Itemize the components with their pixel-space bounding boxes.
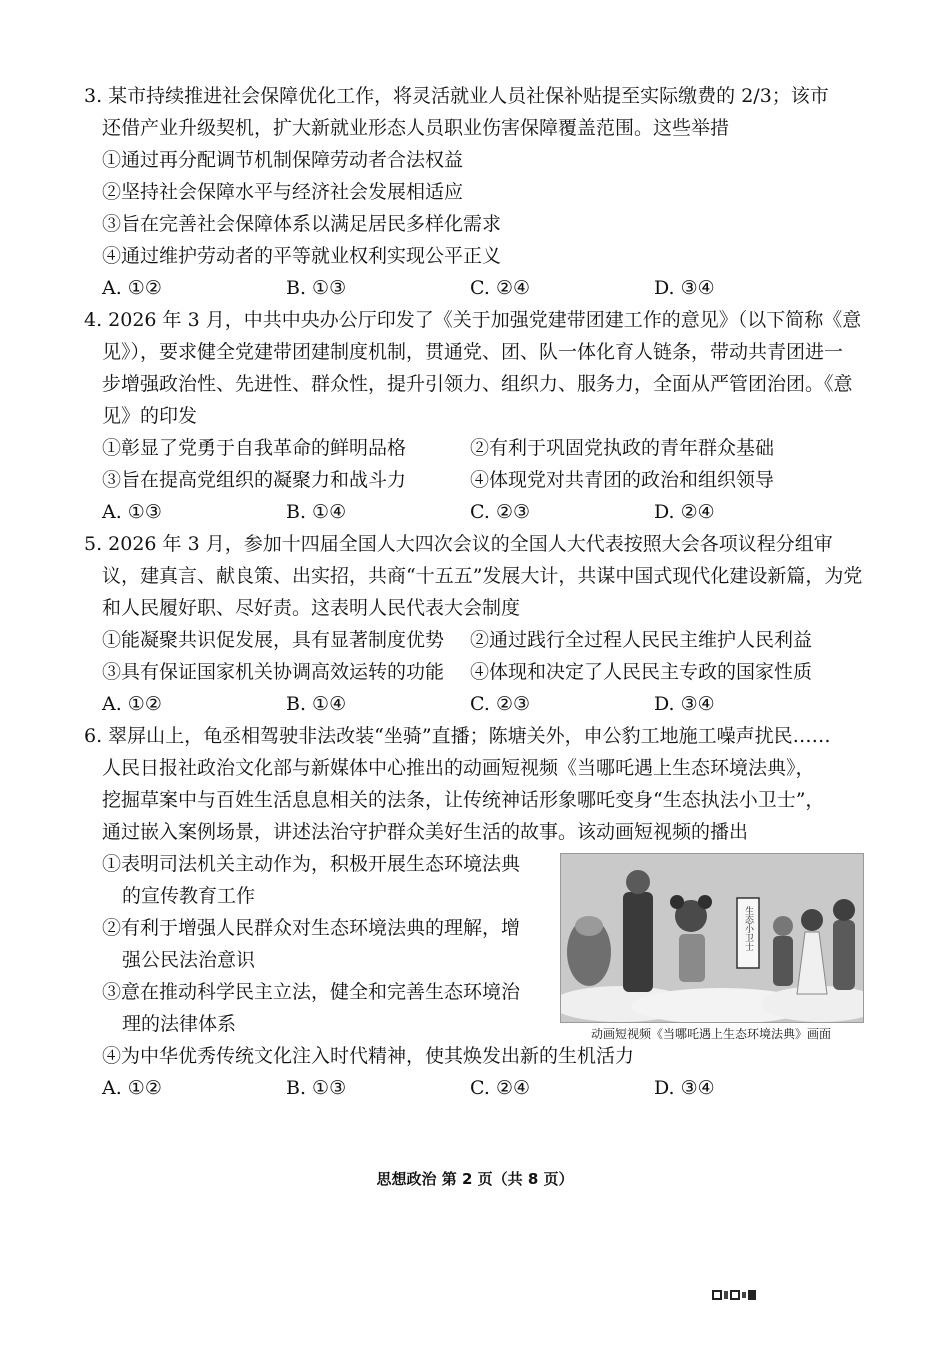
q5-option-row [84,656,874,688]
q5-option: ③具有保证国家机关协调高效运转的功能 [102,661,445,683]
q6-stem-line: 6. 翠屏山上，龟丞相驾驶非法改装“坐骑”直播；陈塘关外，申公豹工地施工噪声扰民…… [84,725,831,747]
q6-choice-b[interactable]: B. ①③ [286,1077,347,1099]
q4-stem-line: 步增强政治性、先进性、群众性，提升引领力、组织力、服务力，全面从严管团治团。《意 [102,373,853,395]
figure-sign-text: 生态小卫士 [743,906,753,951]
q6-stem-line: 通过嵌入案例场景，讲述法治守护群众美好生活的故事。该动画短视频的播出 [102,821,749,843]
q6-stem-line: 人民日报社政治文化部与新媒体中心推出的动画短视频《当哪吒遇上生态环境法典》， [102,757,815,779]
q4-option: ④体现党对共青团的政治和组织领导 [470,469,775,491]
q3-option: ④通过维护劳动者的平等就业权利实现公平正义 [102,245,502,267]
page-footer: 思想政治 第 2 页（共 8 页） [376,1170,574,1188]
q5-option: ④体现和决定了人民民主专政的国家性质 [470,661,813,683]
q5-choices [84,688,874,720]
q6-option: ④为中华优秀传统文化注入时代精神，使其焕发出新的生机活力 [102,1045,635,1067]
q5-option-row [84,624,874,656]
q5-choice-b[interactable]: B. ①④ [286,693,347,715]
q6-option: ②有利于增强人民群众对生态环境法典的理解，增 [102,917,521,939]
q5-stem-line: 议，建真言、献良策、出实招，共商“十五五”发展大计，共谋中国式现代化建设新篇，为党 [102,565,863,587]
q3-stem-line: 还借产业升级契机，扩大新就业形态人员职业伤害保障覆盖范围。这些举措 [102,117,730,139]
q3-choice-b[interactable]: B. ①③ [286,277,347,299]
question-4 [84,304,874,528]
q4-choice-b[interactable]: B. ①④ [286,501,347,523]
q4-option: ②有利于巩固党执政的青年群众基础 [470,437,775,459]
q6-choice-d[interactable]: D. ③④ [654,1077,715,1099]
q6-option: ①表明司法机关主动作为，积极开展生态环境法典 [102,853,521,875]
q6-option-cont: 强公民法治意识 [122,949,256,971]
q6-option-cont: 理的法律体系 [122,1013,237,1035]
q4-option: ③旨在提高党组织的凝聚力和战斗力 [102,469,407,491]
q5-choice-c[interactable]: C. ②③ [470,693,531,715]
q4-choice-a[interactable]: A. ①③ [102,501,162,523]
q4-choices [84,496,874,528]
q3-choice-a[interactable]: A. ①② [102,277,162,299]
q6-choice-c[interactable]: C. ②④ [470,1077,531,1099]
q4-stem-line: 见》的印发 [102,405,198,427]
q4-stem-line: 见》），要求健全党建带团建制度机制，贯通党、团、队一体化育人链条，带动共青团进一 [102,341,844,363]
q3-stem-line: 3. 某市持续推进社会保障优化工作，将灵活就业人员社保补贴提至实际缴费的 2/3；该市 [84,85,829,107]
q3-choices [84,272,874,304]
q6-choices [84,1072,874,1104]
q3-option: ③旨在完善社会保障体系以满足居民多样化需求 [102,213,502,235]
q3-option: ①通过再分配调节机制保障劳动者合法权益 [102,149,464,171]
q5-stem-line: 5. 2026 年 3 月，参加十四届全国人大四次会议的全国人大代表按照大会各项议程分组审 [84,533,833,555]
q4-choice-d[interactable]: D. ②④ [654,501,715,523]
q5-choice-a[interactable]: A. ①② [102,693,162,715]
q4-choice-c[interactable]: C. ②③ [470,501,531,523]
animation-still-illustration [561,854,863,1022]
q6-option-cont: 的宣传教育工作 [122,885,256,907]
q5-option: ②通过践行全过程人民民主维护人民利益 [470,629,813,651]
q4-option-row [84,432,874,464]
q3-choice-c[interactable]: C. ②④ [470,277,531,299]
q5-choice-d[interactable]: D. ③④ [654,693,715,715]
question-5 [84,528,874,720]
q6-stem-line: 挖掘草案中与百姓生活息息相关的法条，让传统神话形象哪吒变身“生态执法小卫士”， [102,789,825,811]
q4-stem-line: 4. 2026 年 3 月，中共中央办公厅印发了《关于加强党建带团建工作的意见》（以下简称《意 [84,309,862,331]
q6-choice-a[interactable]: A. ①② [102,1077,162,1099]
figure-caption: 动画短视频《当哪吒遇上生态环境法典》画面 [590,1027,831,1041]
qr-code-icon [712,1286,756,1298]
q3-option: ②坚持社会保障水平与经济社会发展相适应 [102,181,464,203]
question-3 [84,80,874,304]
animation-still-image [560,853,864,1023]
q4-option-row [84,464,874,496]
q4-option: ①彰显了党勇于自我革命的鲜明品格 [102,437,407,459]
q5-stem-line: 和人民履好职、尽好责。这表明人民代表大会制度 [102,597,521,619]
q6-option: ③意在推动科学民主立法，健全和完善生态环境治 [102,981,521,1003]
q5-option: ①能凝聚共识促发展，具有显著制度优势 [102,629,445,651]
q3-choice-d[interactable]: D. ③④ [654,277,715,299]
